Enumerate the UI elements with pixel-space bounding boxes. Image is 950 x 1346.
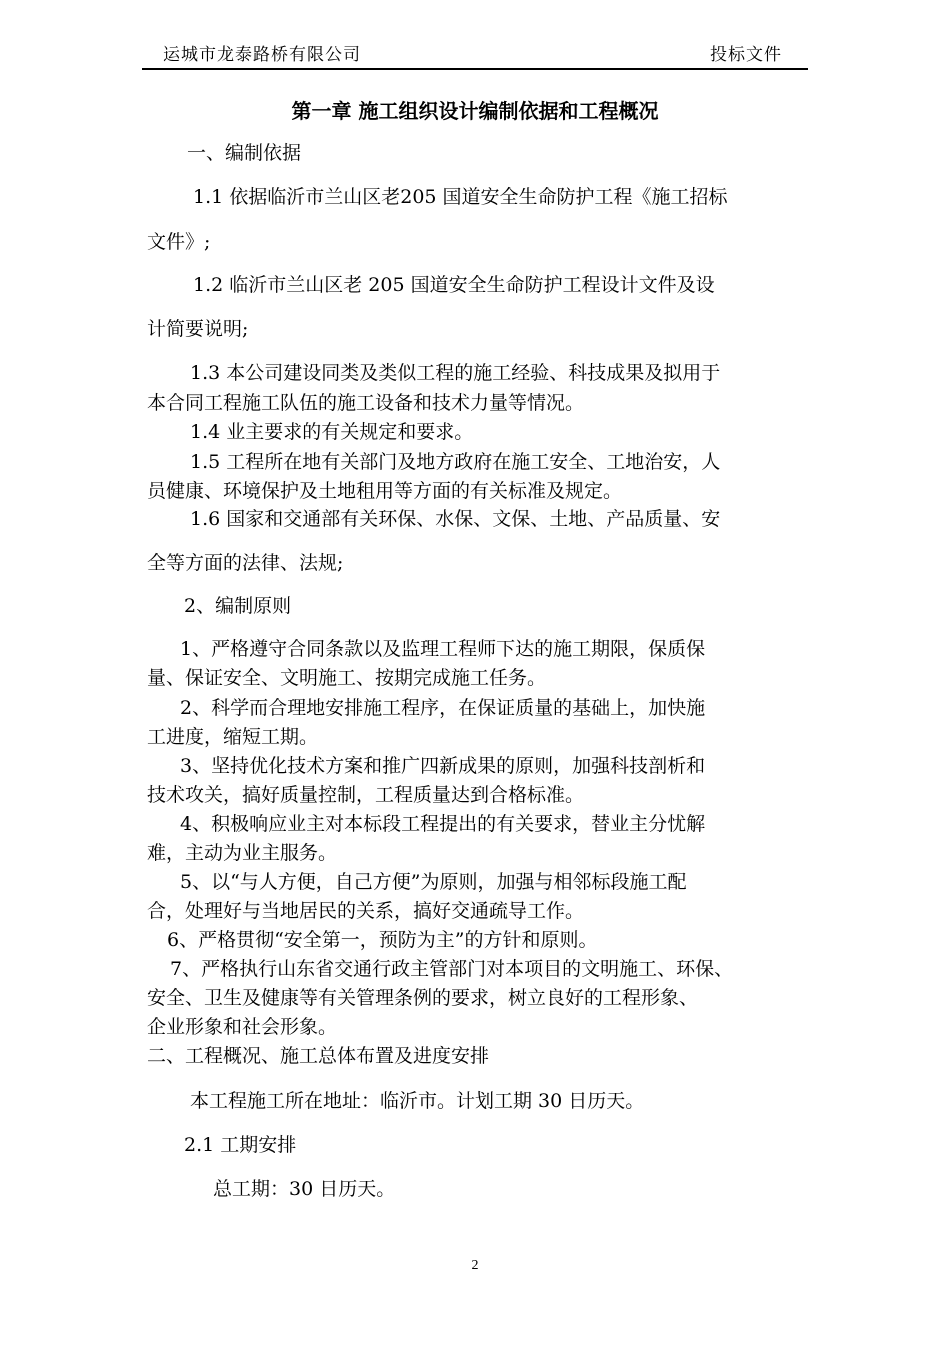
text-line: 1.4 业主要求的有关规定和要求。	[190, 421, 474, 443]
text-line: 3、坚持优化技术方案和推广四新成果的原则，加强科技剖析和	[180, 755, 706, 777]
text-line: 1.2 临沂市兰山区老 205 国道安全生命防护工程设计文件及设	[193, 274, 715, 296]
text-line: 1.3 本公司建设同类及类似工程的施工经验、科技成果及拟用于	[190, 362, 721, 384]
header-company: 运城市龙泰路桥有限公司	[163, 45, 361, 65]
text-line: 1、严格遵守合同条款以及监理工程师下达的施工期限，保质保	[180, 638, 706, 660]
text-line: 工进度，缩短工期。	[147, 726, 319, 748]
text-line: 2、科学而合理地安排施工程序，在保证质量的基础上，加快施	[180, 697, 706, 719]
text-line: 1.6 国家和交通部有关环保、水保、文保、土地、产品质量、安	[190, 508, 721, 530]
section-heading: 2、编制原则	[184, 595, 292, 617]
text-line: 文件》;	[147, 231, 211, 253]
text-line: 难，主动为业主服务。	[147, 842, 338, 864]
header-doc-type: 投标文件	[710, 45, 782, 65]
text-line: 员健康、环境保护及土地租用等方面的有关标准及规定。	[147, 480, 623, 502]
text-line: 全等方面的法律、法规;	[147, 552, 344, 574]
text-line: 4、积极响应业主对本标段工程提出的有关要求，替业主分忧解	[180, 813, 706, 835]
text-line: 总工期：30 日历天。	[213, 1178, 396, 1200]
text-line: 7、严格执行山东省交通行政主管部门对本项目的文明施工、环保、	[170, 958, 734, 980]
text-line: 5、以“与人方便，自己方便”为原则，加强与相邻标段施工配	[180, 871, 687, 893]
text-line: 合，处理好与当地居民的关系，搞好交通疏导工作。	[147, 900, 585, 922]
page-number: 2	[471, 1258, 479, 1273]
text-line: 1.5 工程所在地有关部门及地方政府在施工安全、工地治安，人	[190, 451, 721, 473]
text-line: 企业形象和社会形象。	[147, 1016, 338, 1038]
text-line: 6、严格贯彻“安全第一，预防为主”的方针和原则。	[167, 929, 598, 951]
text-line: 本合同工程施工队伍的施工设备和技术力量等情况。	[147, 392, 585, 414]
text-line: 技术攻关，搞好质量控制，工程质量达到合格标准。	[147, 784, 585, 806]
text-line: 安全、卫生及健康等有关管理条例的要求，树立良好的工程形象、	[147, 987, 699, 1009]
text-line: 1.1 依据临沂市兰山区老205 国道安全生命防护工程《施工招标	[193, 186, 728, 208]
text-line: 计简要说明;	[147, 318, 249, 340]
chapter-title: 第一章 施工组织设计编制依据和工程概况	[291, 99, 659, 123]
header-divider	[142, 68, 808, 70]
text-line: 量、保证安全、文明施工、按期完成施工任务。	[147, 667, 547, 689]
text-line: 本工程施工所在地址：临沂市。计划工期 30 日历天。	[190, 1090, 645, 1112]
section-heading: 二、工程概况、施工总体布置及进度安排	[147, 1045, 490, 1067]
section-heading: 一、编制依据	[187, 142, 302, 164]
subsection-heading: 2.1 工期安排	[184, 1134, 297, 1156]
